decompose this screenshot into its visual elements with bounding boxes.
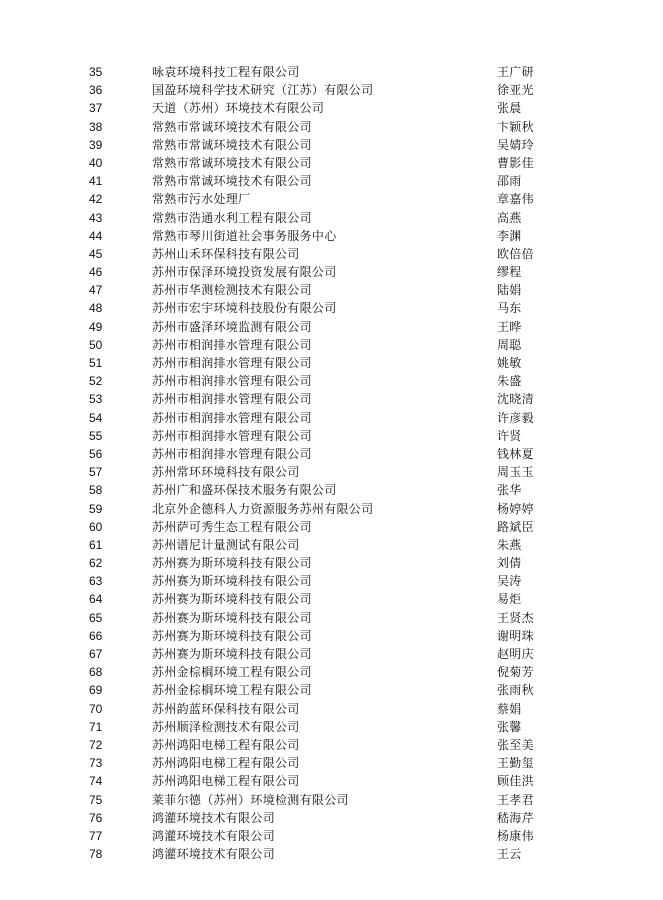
organization-name: 常熟市常诚环境技术有限公司 — [152, 119, 312, 134]
person-name: 路斌臣 — [497, 519, 534, 534]
table-row — [0, 209, 663, 227]
person-name: 欧倍倍 — [497, 246, 534, 261]
row-number: 53 — [89, 392, 103, 407]
organization-name: 苏州赛为斯环境科技有限公司 — [152, 574, 312, 589]
organization-name: 苏州谱尼计量测试有限公司 — [152, 537, 300, 552]
row-number: 57 — [89, 465, 103, 480]
roster-table — [0, 63, 663, 863]
organization-name: 苏州赛为斯环境科技有限公司 — [152, 592, 312, 607]
row-number: 46 — [89, 265, 103, 280]
table-row — [0, 590, 663, 608]
organization-name: 苏州常环环境科技有限公司 — [152, 465, 300, 480]
person-name: 顾佳洪 — [497, 774, 534, 789]
person-name: 姚敏 — [497, 356, 522, 370]
person-name: 杨康伟 — [497, 828, 534, 843]
person-name: 周玉玉 — [497, 465, 534, 480]
person-name: 易炬 — [497, 592, 522, 607]
organization-name: 鸿灌环境技术有限公司 — [152, 847, 276, 862]
row-number: 47 — [89, 283, 103, 298]
organization-name: 常熟市常诚环境技术有限公司 — [152, 137, 312, 152]
organization-name: 苏州广和盛环保技术服务有限公司 — [152, 483, 337, 498]
table-row — [0, 154, 663, 172]
person-name: 王云 — [497, 847, 522, 862]
table-row — [0, 63, 663, 81]
row-number: 64 — [89, 592, 103, 607]
row-number: 74 — [89, 774, 103, 789]
person-name: 杨婷婷 — [497, 501, 534, 516]
organization-name: 苏州市宏宇环境科技股份有限公司 — [152, 301, 337, 316]
table-row — [0, 718, 663, 736]
row-number: 71 — [89, 719, 103, 734]
person-name: 陆娟 — [497, 283, 522, 298]
table-row — [0, 427, 663, 445]
table-row — [0, 645, 663, 663]
organization-name: 苏州赛为斯环境科技有限公司 — [152, 628, 312, 643]
table-row — [0, 245, 663, 263]
table-row — [0, 281, 663, 299]
row-number: 58 — [89, 483, 103, 498]
organization-name: 苏州赛为斯环境科技有限公司 — [152, 610, 312, 625]
person-name: 王勤玺 — [497, 756, 534, 771]
person-name: 邵雨 — [497, 174, 522, 189]
organization-name: 常熟市浩通水利工程有限公司 — [152, 210, 312, 225]
organization-name: 苏州赛为斯环境科技有限公司 — [152, 647, 312, 661]
table-row — [0, 700, 663, 718]
organization-name: 国盈环境科学技术研究（江苏）有限公司 — [152, 83, 374, 98]
organization-name: 鸿灌环境技术有限公司 — [152, 828, 276, 843]
row-number: 40 — [89, 155, 103, 170]
table-row — [0, 845, 663, 863]
table-row — [0, 390, 663, 408]
person-name: 周聪 — [497, 337, 522, 352]
table-row — [0, 554, 663, 572]
person-name: 张至美 — [497, 737, 534, 752]
organization-name: 苏州山禾环保科技有限公司 — [152, 246, 300, 261]
person-name: 朱盛 — [497, 374, 522, 389]
row-number: 69 — [89, 683, 103, 698]
row-number: 55 — [89, 428, 103, 443]
organization-name: 苏州赛为斯环境科技有限公司 — [152, 556, 312, 571]
person-name: 嵇海芹 — [497, 810, 534, 825]
row-number: 39 — [89, 137, 103, 152]
table-row — [0, 609, 663, 627]
row-number: 50 — [89, 337, 103, 352]
person-name: 张馨 — [497, 719, 522, 734]
table-row — [0, 118, 663, 136]
person-name: 蔡娟 — [497, 701, 522, 716]
organization-name: 天道（苏州）环境技术有限公司 — [152, 101, 325, 116]
table-row — [0, 227, 663, 245]
row-number: 76 — [89, 810, 103, 825]
person-name: 钱林夏 — [497, 446, 534, 461]
table-row — [0, 572, 663, 590]
organization-name: 苏州市盛泽环境监测有限公司 — [152, 319, 312, 334]
organization-name: 苏州金棕榈环境工程有限公司 — [152, 665, 312, 680]
organization-name: 苏州市相润排水管理有限公司 — [152, 392, 312, 407]
organization-name: 苏州市相润排水管理有限公司 — [152, 428, 312, 443]
table-row — [0, 372, 663, 390]
organization-name: 常熟市常诚环境技术有限公司 — [152, 174, 312, 189]
row-number: 63 — [89, 574, 103, 589]
table-row — [0, 409, 663, 427]
person-name: 李渊 — [497, 228, 522, 243]
organization-name: 苏州市华测检测技术有限公司 — [152, 283, 312, 298]
person-name: 谢明珠 — [497, 628, 534, 643]
row-number: 56 — [89, 446, 103, 461]
person-name: 朱燕 — [497, 537, 522, 552]
person-name: 缪程 — [497, 265, 522, 280]
row-number: 49 — [89, 319, 103, 334]
person-name: 王广研 — [497, 65, 534, 79]
organization-name: 苏州市相润排水管理有限公司 — [152, 446, 312, 461]
row-number: 62 — [89, 556, 103, 571]
organization-name: 苏州鸿阳电梯工程有限公司 — [152, 737, 300, 752]
table-row — [0, 827, 663, 845]
table-row — [0, 663, 663, 681]
person-name: 曹影佳 — [497, 155, 534, 170]
row-number: 43 — [89, 210, 103, 225]
row-number: 70 — [89, 701, 103, 716]
table-row — [0, 518, 663, 536]
table-row — [0, 772, 663, 790]
person-name: 许彦毅 — [497, 410, 534, 425]
organization-name: 苏州韵蓝环保科技有限公司 — [152, 701, 300, 716]
organization-name: 常熟市常诚环境技术有限公司 — [152, 155, 312, 170]
row-number: 45 — [89, 246, 103, 261]
person-name: 赵明庆 — [497, 647, 534, 661]
table-row — [0, 99, 663, 117]
table-row — [0, 754, 663, 772]
row-number: 59 — [89, 501, 103, 516]
table-row — [0, 354, 663, 372]
row-number: 52 — [89, 374, 103, 389]
person-name: 沈晓清 — [497, 392, 534, 407]
person-name: 张雨秋 — [497, 683, 534, 698]
organization-name: 鸿灌环境技术有限公司 — [152, 810, 276, 825]
table-row — [0, 681, 663, 699]
row-number: 75 — [89, 792, 103, 807]
organization-name: 苏州鸿阳电梯工程有限公司 — [152, 774, 300, 789]
row-number: 65 — [89, 610, 103, 625]
organization-name: 苏州萨可秀生态工程有限公司 — [152, 519, 312, 534]
row-number: 44 — [89, 228, 103, 243]
organization-name: 苏州鸿阳电梯工程有限公司 — [152, 756, 300, 771]
organization-name: 苏州顺泽检测技术有限公司 — [152, 719, 300, 734]
table-row — [0, 263, 663, 281]
row-number: 35 — [89, 65, 103, 79]
row-number: 48 — [89, 301, 103, 316]
organization-name: 北京外企德科人力资源服务苏州有限公司 — [152, 501, 374, 516]
person-name: 章嘉伟 — [497, 192, 534, 207]
table-row — [0, 463, 663, 481]
table-row — [0, 172, 663, 190]
table-row — [0, 481, 663, 499]
person-name: 吴婧玲 — [497, 137, 534, 152]
organization-name: 苏州金棕榈环境工程有限公司 — [152, 683, 312, 698]
row-number: 78 — [89, 847, 103, 862]
row-number: 66 — [89, 628, 103, 643]
row-number: 77 — [89, 828, 103, 843]
table-row — [0, 445, 663, 463]
organization-name: 苏州市保泽环境投资发展有限公司 — [152, 265, 337, 280]
row-number: 72 — [89, 737, 103, 752]
row-number: 37 — [89, 101, 103, 116]
person-name: 卞颖秋 — [497, 119, 534, 134]
organization-name: 苏州市相润排水管理有限公司 — [152, 374, 312, 389]
organization-name: 苏州市相润排水管理有限公司 — [152, 356, 312, 370]
organization-name: 苏州市相润排水管理有限公司 — [152, 410, 312, 425]
organization-name: 莱菲尔德（苏州）环境检测有限公司 — [152, 792, 349, 807]
person-name: 吴涛 — [497, 574, 522, 589]
table-row — [0, 81, 663, 99]
person-name: 徐亚光 — [497, 83, 534, 98]
organization-name: 咏袁环境科技工程有限公司 — [152, 65, 300, 79]
row-number: 42 — [89, 192, 103, 207]
organization-name: 常熟市污水处理厂 — [152, 192, 251, 207]
person-name: 马东 — [497, 301, 522, 316]
person-name: 张华 — [497, 483, 522, 498]
person-name: 王晔 — [497, 319, 522, 334]
table-row — [0, 336, 663, 354]
row-number: 73 — [89, 756, 103, 771]
table-row — [0, 318, 663, 336]
row-number: 67 — [89, 647, 103, 661]
table-row — [0, 627, 663, 645]
row-number: 68 — [89, 665, 103, 680]
row-number: 41 — [89, 174, 103, 189]
table-row — [0, 500, 663, 518]
row-number: 60 — [89, 519, 103, 534]
row-number: 61 — [89, 537, 103, 552]
person-name: 王贤杰 — [497, 610, 534, 625]
table-row — [0, 736, 663, 754]
person-name: 刘倩 — [497, 556, 522, 571]
table-row — [0, 136, 663, 154]
row-number: 51 — [89, 356, 103, 370]
row-number: 54 — [89, 410, 103, 425]
organization-name: 常熟市琴川街道社会事务服务中心 — [152, 228, 337, 243]
person-name: 许贤 — [497, 428, 522, 443]
table-row — [0, 809, 663, 827]
person-name: 王孝君 — [497, 792, 534, 807]
table-row — [0, 299, 663, 317]
organization-name: 苏州市相润排水管理有限公司 — [152, 337, 312, 352]
person-name: 倪菊芳 — [497, 665, 534, 680]
person-name: 高燕 — [497, 210, 522, 225]
row-number: 38 — [89, 119, 103, 134]
table-row — [0, 791, 663, 809]
table-row — [0, 190, 663, 208]
table-row — [0, 536, 663, 554]
person-name: 张晨 — [497, 101, 522, 116]
row-number: 36 — [89, 83, 103, 98]
